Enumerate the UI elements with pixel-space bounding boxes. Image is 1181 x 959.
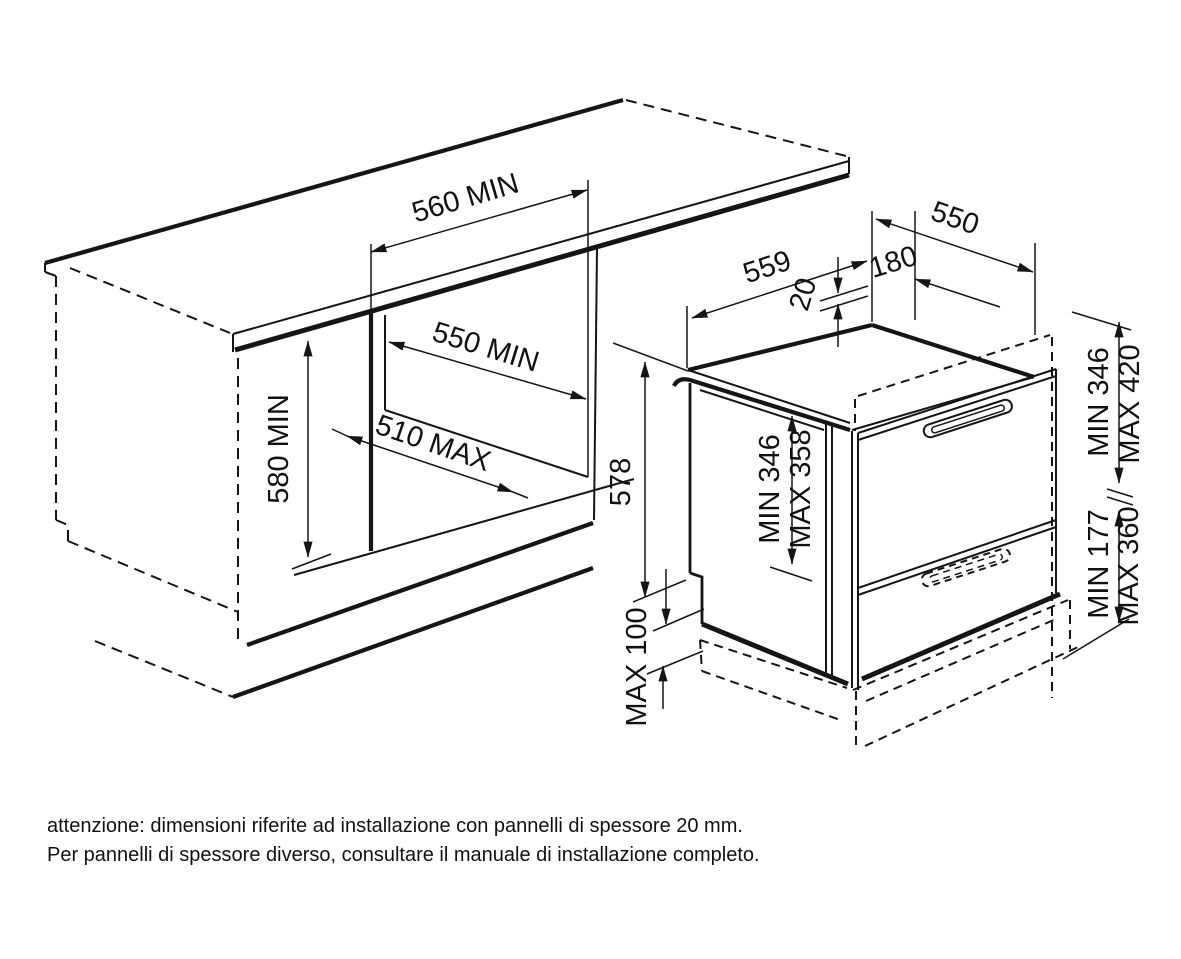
dim-label-appliance-height: 578 — [605, 457, 637, 507]
appliance-drawer-fronts — [852, 369, 1060, 690]
dim-label-upper-door-max: MAX 420 — [1114, 344, 1146, 464]
dim-label-setback: 180 — [865, 240, 922, 285]
dim-label-appliance-width: 550 — [926, 195, 984, 242]
dim-upper-door — [1072, 312, 1146, 483]
countertop — [45, 100, 849, 352]
niche-opening — [294, 180, 634, 575]
dim-panel-thickness — [783, 257, 868, 347]
dim-label-side-door-min: MIN 346 — [754, 434, 786, 544]
dim-label-lower-door-max: MAX 360 — [1113, 506, 1145, 626]
note-line-2: Per pannelli di spessore diverso, consultare il manuale di installazione completo. — [47, 844, 760, 866]
dim-niche-width — [371, 167, 587, 309]
dim-lower-door — [1063, 489, 1145, 659]
note-line-1: attenzione: dimensioni riferite ad installazione con pannelli di spessore 20 mm. — [47, 815, 743, 837]
dim-label-niche-depth: 550 MIN — [428, 316, 543, 379]
dim-side-door — [754, 416, 817, 581]
dim-label-appliance-depth: 559 — [739, 244, 796, 291]
dim-label-niche-width: 560 MIN — [408, 167, 523, 230]
dim-label-side-door-max: MAX 358 — [785, 429, 817, 549]
appliance-drawing — [605, 195, 1146, 747]
installation-note — [47, 812, 760, 870]
dim-label-upper-door-min: MIN 346 — [1083, 347, 1115, 457]
dim-label-niche-floor-depth: 510 MAX — [371, 408, 495, 479]
dim-niche-height — [263, 341, 331, 569]
dim-label-plinth-height: MAX 100 — [621, 607, 653, 727]
cabinet-base — [233, 523, 593, 697]
dim-plinth-height — [621, 569, 704, 727]
lower-drawer-handle — [920, 547, 1012, 588]
dim-label-panel-thickness: 20 — [783, 274, 824, 315]
cabinet-phantom-lines — [56, 276, 238, 697]
dim-niche-floor-depth — [332, 409, 528, 498]
dim-label-niche-height: 580 MIN — [263, 394, 295, 504]
appliance-plinth — [700, 600, 1078, 747]
dim-label-lower-door-min: MIN 177 — [1083, 509, 1115, 619]
dim-niche-depth — [389, 316, 586, 399]
dim-appliance-depth — [687, 211, 872, 368]
